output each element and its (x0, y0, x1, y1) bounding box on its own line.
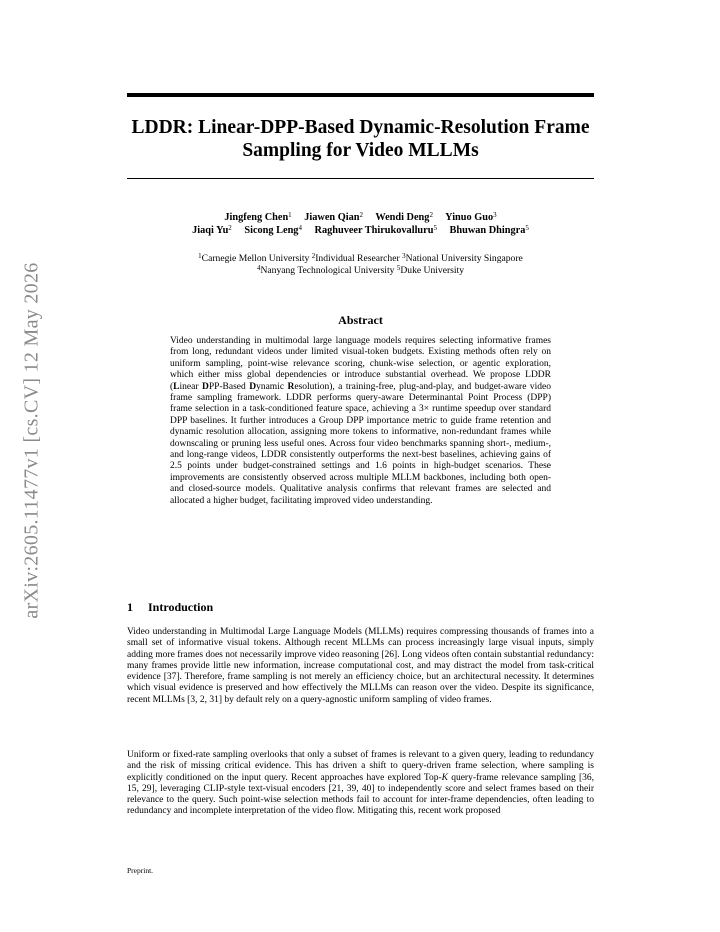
section-heading (127, 600, 213, 615)
author-affiliation-mark: 2 (359, 211, 363, 219)
author-line-2 (127, 225, 594, 238)
acronym-letter: R (287, 381, 295, 392)
author-affiliation-mark: 2 (228, 223, 232, 232)
abstract-text-part: esolution (294, 381, 330, 392)
author-name: Jingfeng Chen (224, 212, 289, 223)
math-variable: K (441, 772, 448, 783)
abstract-text-part: ynamic (256, 381, 288, 392)
author-line-1 (127, 212, 594, 225)
abstract-text-part: Video understanding in multimodal large language models requires selecting informative frames from long, redundant videos under limited visual-token budgets. Existing methods often rely on uniform sampling, point-wise relevance scoring, chunk-wise selection, or agentic exploration, which either miss global dependencies or introduce substantial overhead. We propose LDDR ( (170, 336, 551, 392)
author-name: Jiawen Qian (304, 212, 360, 223)
abstract-text-part: PP-Based (208, 381, 250, 392)
title-bottom-rule (127, 178, 594, 179)
author-affiliation-mark: 1 (288, 211, 292, 219)
section-number: 1 (127, 600, 133, 614)
author-affiliation-mark: 5 (433, 223, 437, 232)
affiliation-name: Carnegie Mellon University (201, 253, 310, 264)
author-affiliation-mark: 5 (525, 223, 529, 232)
author-name: Sicong Leng (244, 224, 299, 236)
affiliation-number: 5 (396, 264, 401, 272)
acronym-letter: D (249, 381, 257, 392)
arxiv-identifier-text: arXiv:2605.11477v1 [cs.CV] 12 May 2026 (20, 261, 43, 619)
author-name: Jiaqi Yu (192, 224, 229, 236)
affiliation-line-1 (127, 253, 594, 265)
paragraph-text-part: Uniform or fixed-rate sampling overlooks that only a subset of frames is relevant to a given query, leading to redundancy and the risk of missing critical evidence. This has driven a shift to query-driven frame selection, where sampling is explicitly conditioned on the input query. Recent approaches have explored Top- (127, 750, 594, 783)
abstract-text-part: inear (179, 381, 202, 392)
author-name: Raghuveer Thirukovalluru (314, 224, 434, 236)
affiliation-list (127, 253, 594, 277)
paragraph-text-part: query-frame relevance sampling [36, 15, 29], leveraging CLIP-style text-visual encoders [21, 39, 40] to independently score and select frames based on their relevance to the query. Such point-wise selection methods fail to account for inter-frame dependencies, often leading to redundancy and incomplete interpretation of the video flow. Mitigating this, recent work proposed (127, 772, 594, 817)
intro-paragraph-1: Video understanding in Multimodal Large Language Models (MLLMs) requires compressing thousands of frames into a small set of informative visual tokens. Although recent MLLMs can process increasingly large visual inputs, simply adding more frames does not necessarily improve video reasoning [26]. Long videos often contain substantial redundancy: many frames provide little new information, increase computational cost, and may distract the model from task-critical evidence [37]. Therefore, frame sampling is not merely an efficiency choice, but an architectural necessity. It determines which visual evidence is preserved and how effectively the MLLMs can reason over the video. Despite its significance, recent MLLMs [3, 2, 31] by default rely on a query-agnostic uniform sampling of video frames. (127, 627, 594, 705)
arxiv-identifier-stamp (13, 200, 51, 680)
affiliation-number: 1 (198, 252, 202, 260)
affiliation-name: Individual Researcher (315, 253, 400, 264)
author-affiliation-mark: 4 (298, 223, 302, 232)
affiliation-number: 2 (311, 252, 316, 260)
section-title: Introduction (148, 600, 214, 614)
author-name: Wendi Deng (375, 212, 430, 223)
affiliation-name: Nanyang Technological University (260, 265, 395, 276)
abstract-text-part: ), a training-free, plug-and-play, and budget-aware video frame sampling framework. LDDR performs query-aware Determinantal Point Process (DPP) frame selection in a task-conditioned feature space, achieving a 3× runtime speedup over standard DPP baselines. It further introduces a Group DPP importance metric to guide frame retention and dynamic resolution allocation, assigning more tokens to informative, non-redundant frames while downscaling or pruning less useful ones. Across four video benchmarks spanning short-, medium-, and long-range videos, LDDR consistently outperforms the next-best baselines, achieving gains of 2.5 points under budget-constrained settings and 1.6 points in high-budget scenarios. These improvements are consistently observed across multiple MLLM backbones, including both open- and closed-source models. Qualitative analysis confirms that relevant frames are selected and allocated a higher budget, facilitating improved video understanding. (170, 381, 551, 506)
abstract-text (170, 336, 551, 507)
affiliation-number: 4 (256, 264, 261, 272)
affiliation-name: National University Singapore (405, 253, 523, 264)
footer-note: Preprint. (127, 866, 154, 875)
abstract-heading: Abstract (338, 313, 383, 327)
title-top-rule (127, 93, 594, 97)
intro-paragraph-2 (127, 750, 594, 818)
author-name: Yinuo Guo (445, 212, 494, 223)
author-affiliation-mark: 2 (429, 211, 433, 219)
acronym-letter: L (173, 381, 180, 392)
affiliation-name: Duke University (400, 265, 465, 276)
acronym-letter: D (201, 381, 209, 392)
affiliation-number: 3 (402, 252, 406, 260)
author-affiliation-mark: 3 (493, 211, 497, 219)
paper-title: LDDR: Linear-DPP-Based Dynamic-Resolution Frame Sampling for Video MLLMs (131, 117, 590, 161)
author-name: Bhuwan Dhingra (449, 224, 526, 236)
affiliation-line-2 (127, 265, 594, 277)
author-list (127, 212, 594, 237)
